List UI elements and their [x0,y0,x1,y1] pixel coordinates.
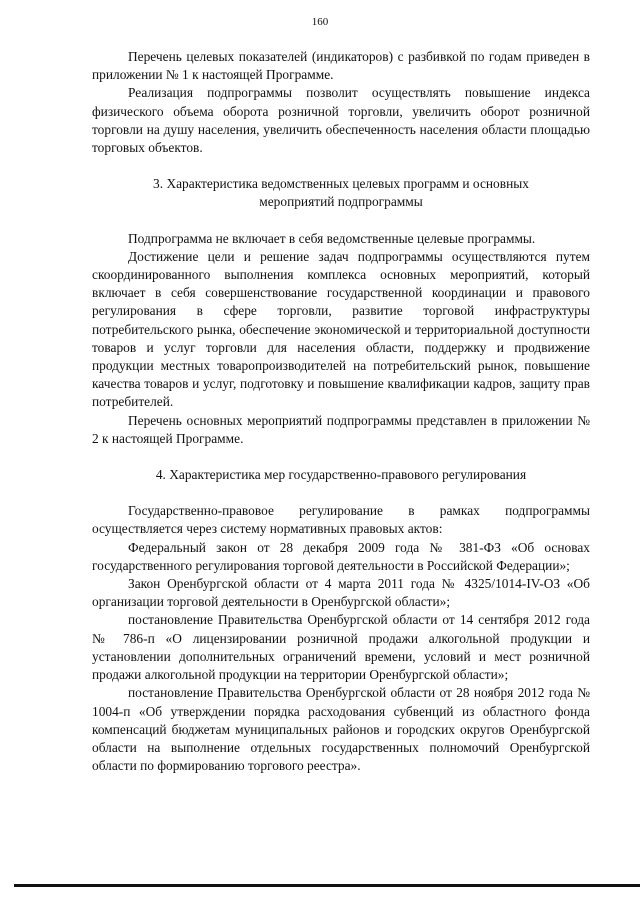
paragraph: постановление Правительства Оренбургской области от 14 сентября 2012 года № 786-п «О лицензировании розничной продажи алкогольной продукции и установлении дополнительных ограничений времени, условий и мест розничной продажи алкогольной продукции на территории Оренбургской области»; [92,612,590,683]
section-3-heading-line-1: 3. Характеристика ведомственных целевых программ и основных [153,176,529,192]
paragraph: Подпрограмма не включает в себя ведомственные целевые программы. [128,230,536,246]
document-body [92,48,590,775]
section-4-heading: 4. Характеристика мер государственно-правового регулирования [155,467,527,483]
paragraph: Закон Оренбургской области от 4 марта 2011 года № 4325/1014-IV-ОЗ «Об организации торговой деятельности в Оренбургской области»; [92,576,590,610]
paragraph: Реализация подпрограммы позволит осуществлять повышение индекса физического объема оборота розничной торговли, увеличить оборот розничной торговли на душу населения, увеличить обеспеченность населения области площадью торговых объектов. [92,85,590,156]
paragraph: Перечень целевых показателей (индикаторов) с разбивкой по годам приведен в приложении № 1 к настоящей Программе. [92,49,590,83]
paragraph: Достижение цели и решение задач подпрограммы осуществляются путем скоординированного выполнения комплекса основных мероприятий, который включает в себя совершенствование государственной координации и правового регулирования в сфере торговли, развитие торговой инфраструктуры потребительского рынка, обеспечение экономической и территориальной доступности товаров и услуг торговли для населения области, поддержку и продвижение продукции местных товаропроизводителей на потребительский рынок, повышение качества товаров и услуг, подготовку и повышение квалификации кадров, защиту прав потребителей. [92,248,590,410]
bottom-rule [14,884,640,887]
section-3-heading [92,175,590,211]
page-number: 160 [311,16,329,28]
paragraph: Федеральный закон от 28 декабря 2009 года № 381-ФЗ «Об основах государственного регулирования торговой деятельности в Российской Федерации»; [92,539,590,573]
paragraph: постановление Правительства Оренбургской области от 28 ноября 2012 года № 1004-п «Об утверждении порядка расходования субвенций из областного фонда компенсаций бюджетам муниципальных районов и городских округов Оренбургской области на выполнение отдельных государственных полномочий Оренбургской области по формированию торгового реестра». [92,685,590,774]
paragraph: Государственно-правовое регулирование в рамках подпрограммы осуществляется через систему нормативных правовых актов: [92,503,590,537]
paragraph: Перечень основных мероприятий подпрограммы представлен в приложении № 2 к настоящей Программе. [92,412,590,446]
section-3-heading-line-2: мероприятий подпрограммы [259,194,423,210]
